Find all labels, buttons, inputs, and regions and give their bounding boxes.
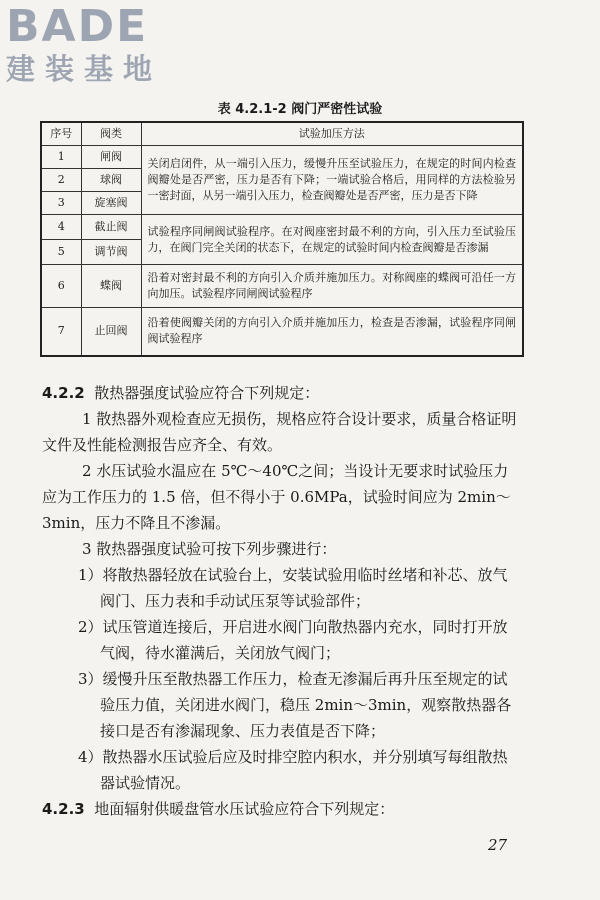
method-cell: 试验程序同闸阀试验程序。在对阀座密封最不利的方向，引入压力至试验压力，在阀门完全关闭的状态下，在规定的试验时间内检查阀瓣是否渗漏 xyxy=(141,215,523,265)
header-method: 试验加压方法 xyxy=(141,122,523,146)
step-3: 3）缓慢升压至散热器工作压力，检查无渗漏后再升压至规定的试验压力值，关闭进水阀门，稳压 2min～3min，观察散热器各接口是否有渗漏现象、压力表值是否下降； xyxy=(78,670,512,740)
logo-brand-text: BADE xyxy=(6,1,149,52)
section-title: 散热器强度试验应符合下列规定： xyxy=(94,384,320,402)
method-cell: 沿着使阀瓣关闭的方向引入介质并施加压力，检查是否渗漏，试验程序同闸阀试验程序 xyxy=(141,308,523,356)
table-row xyxy=(41,146,523,169)
clause-item-1: 1 散热器外观检查应无损伤，规格应符合设计要求，质量合格证明文件及性能检测报告应齐全、有效。 xyxy=(42,410,517,454)
section-number: 4.2.2 xyxy=(42,384,85,402)
section-heading-4-2-2 xyxy=(42,380,522,406)
row-type: 调节阀 xyxy=(81,240,141,265)
logo-subtitle: 建装基地 xyxy=(6,52,163,86)
table-row xyxy=(41,308,523,356)
header-type: 阀类 xyxy=(81,122,141,146)
table-row xyxy=(41,265,523,308)
row-no: 3 xyxy=(41,192,81,215)
row-no: 2 xyxy=(41,169,81,192)
row-no: 6 xyxy=(41,265,81,308)
row-type: 截止阀 xyxy=(81,215,141,240)
clause-item-2: 2 水压试验水温应在 5℃～40℃之间；当设计无要求时试验压力应为工作压力的 1.5 倍，但不得小于 0.6MPa，试验时间应为 2min～3min，压力不降且不渗漏。 xyxy=(42,462,511,532)
clause-item-3: 3 散热器强度试验可按下列步骤进行： xyxy=(82,540,337,558)
row-no: 7 xyxy=(41,308,81,356)
header-no: 序号 xyxy=(41,122,81,146)
section-number: 4.2.3 xyxy=(42,800,85,818)
table-header-row xyxy=(41,122,523,146)
table-row xyxy=(41,215,523,240)
step-2: 2）试压管道连接后，开启进水阀门向散热器内充水，同时打开放气阀，待水灌满后，关闭放气阀门； xyxy=(78,618,508,662)
section-heading-4-2-3 xyxy=(42,796,522,822)
row-no: 5 xyxy=(41,240,81,265)
row-no: 1 xyxy=(41,146,81,169)
step-1: 1）将散热器轻放在试验台上，安装试验用临时丝堵和补芯、放气阀门、压力表和手动试压泵等试验部件； xyxy=(78,566,508,610)
method-cell: 沿着对密封最不利的方向引入介质并施加压力。对称阀座的蝶阀可沿任一方向加压。试验程序同闸阀试验程序 xyxy=(141,265,523,308)
page-number: 27 xyxy=(488,836,508,854)
brand-logo xyxy=(6,1,163,86)
valve-tightness-table xyxy=(40,121,524,357)
row-type: 旋塞阀 xyxy=(81,192,141,215)
row-no: 4 xyxy=(41,215,81,240)
row-type: 闸阀 xyxy=(81,146,141,169)
row-type: 蝶阀 xyxy=(81,265,141,308)
row-type: 球阀 xyxy=(81,169,141,192)
row-type: 止回阀 xyxy=(81,308,141,356)
table-caption: 表 4.2.1-2 阀门严密性试验 xyxy=(217,102,383,117)
step-4: 4）散热器水压试验后应及时排空腔内积水，并分别填写每组散热器试验情况。 xyxy=(78,748,508,792)
section-title: 地面辐射供暖盘管水压试验应符合下列规定： xyxy=(94,800,395,818)
method-cell: 关闭启闭件，从一端引入压力，缓慢升压至试验压力，在规定的时间内检查阀瓣处是否严密，压力是否有下降；一端试验合格后，用同样的方法检验另一密封面，从另一端引入压力，检查阀瓣处是否严密，压力是否下降 xyxy=(141,146,523,215)
